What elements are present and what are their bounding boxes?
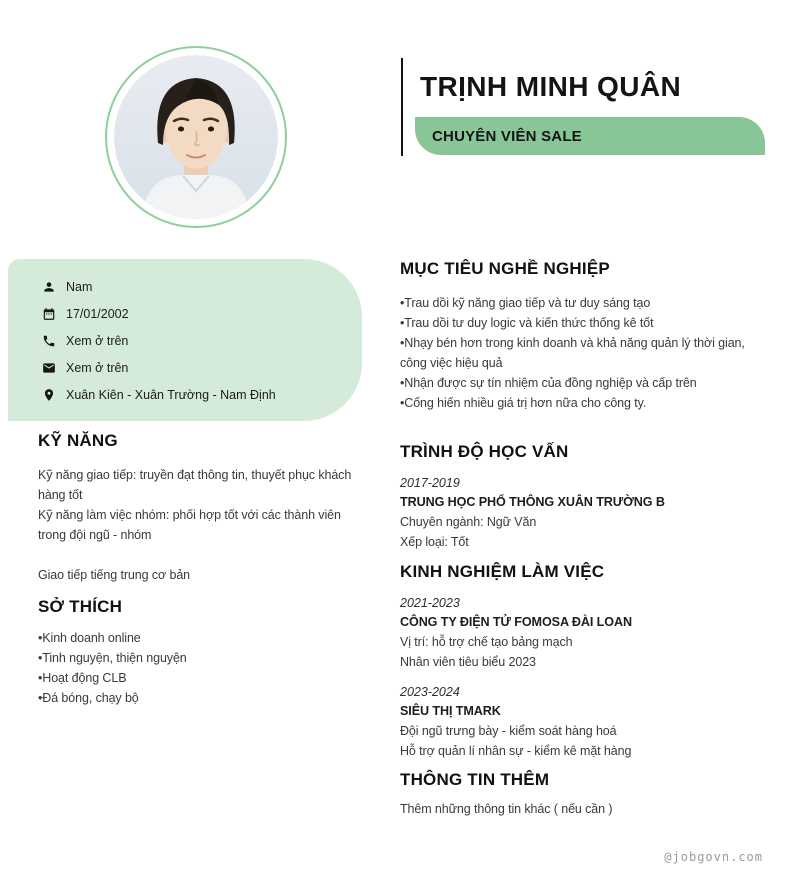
skills-line: Kỹ năng giao tiếp: truyền đạt thông tin, thuyết phục khách hàng tốt [38, 468, 352, 502]
experience-detail: Vị trí: hỗ trợ chế tạo bảng mạch [400, 635, 573, 649]
contact-row-gender [42, 273, 352, 300]
experience-detail: Nhân viên tiêu biểu 2023 [400, 655, 536, 669]
phone-icon [42, 334, 56, 348]
page-title: TRỊNH MINH QUÂN [420, 71, 682, 102]
skills-line [38, 545, 364, 565]
experience-period: 2021-2023 [400, 596, 460, 610]
person-icon [42, 280, 56, 294]
experience-company: CÔNG TY ĐIỆN TỬ FOMOSA ĐÀI LOAN [400, 615, 632, 629]
contact-row-phone [42, 327, 352, 354]
header-divider [401, 58, 403, 156]
contact-address: Xuân Kiên - Xuân Trường - Nam Định [66, 387, 276, 402]
hobbies-heading: SỞ THÍCH [38, 597, 123, 616]
experience-period: 2023-2024 [400, 685, 460, 699]
objective-heading: MỤC TIÊU NGHỀ NGHIỆP [400, 259, 610, 278]
avatar [105, 46, 287, 228]
education-detail: Chuyên ngành: Ngữ Văn [400, 515, 537, 529]
profile-photo-illustration [114, 55, 278, 219]
objective-item: •Nhận được sự tín nhiệm của đồng nghiệp và cấp trên [400, 376, 697, 390]
contact-panel [8, 259, 362, 421]
objective-item: •Cống hiến nhiều giá trị hơn nữa cho công ty. [400, 396, 647, 410]
contact-birthday: 17/01/2002 [66, 306, 129, 321]
contact-row-address [42, 381, 352, 408]
job-title-banner [415, 117, 765, 155]
education-detail: Xếp loại: Tốt [400, 535, 469, 549]
experience-heading: KINH NGHIỆM LÀM VIỆC [400, 562, 605, 581]
contact-phone: Xem ở trên [66, 333, 129, 348]
section-hobbies [38, 596, 364, 708]
objective-item: •Trau dồi tư duy logic và kiến thức thống kê tốt [400, 316, 654, 330]
contact-row-email [42, 354, 352, 381]
contact-row-birthday [42, 300, 352, 327]
objective-item: •Trau dồi kỹ năng giao tiếp và tư duy sáng tạo [400, 296, 651, 310]
skills-line: Kỹ năng làm việc nhóm: phối hợp tốt với các thành viên trong đội ngũ - nhóm [38, 508, 341, 542]
hobby-item: •Tinh nguyện, thiện nguyện [38, 651, 187, 665]
location-icon [42, 388, 56, 402]
education-school: TRUNG HỌC PHỔ THÔNG XUÂN TRƯỜNG B [400, 495, 665, 509]
hobby-item: •Hoạt động CLB [38, 671, 127, 685]
experience-entry [400, 682, 772, 761]
skills-line: Giao tiếp tiếng trung cơ bản [38, 568, 191, 582]
experience-detail: Hỗ trợ quản lí nhân sự - kiểm kê mặt hàng [400, 744, 632, 758]
hobby-item: •Đá bóng, chạy bộ [38, 691, 139, 705]
experience-detail: Đội ngũ trưng bày - kiểm soát hàng hoá [400, 724, 617, 738]
skills-heading: KỸ NĂNG [38, 431, 118, 450]
additional-text: Thêm những thông tin khác ( nếu cần ) [400, 802, 613, 816]
additional-heading: THÔNG TIN THÊM [400, 770, 550, 789]
objective-item: •Nhạy bén hơn trong kinh doanh và khả năng quản lý thời gian, công việc hiệu quả [400, 336, 745, 370]
education-heading: TRÌNH ĐỘ HỌC VẤN [400, 442, 569, 461]
experience-company: SIÊU THỊ TMARK [400, 704, 501, 718]
calendar-icon [42, 307, 56, 321]
watermark: @jobgovn.com [664, 850, 763, 864]
section-education [400, 441, 772, 562]
contact-email: Xem ở trên [66, 360, 129, 375]
section-skills [38, 430, 364, 585]
section-experience [400, 561, 772, 771]
contact-gender: Nam [66, 279, 93, 294]
experience-entry [400, 593, 772, 672]
section-objective [400, 258, 772, 413]
hobby-item: •Kinh doanh online [38, 631, 141, 645]
section-additional-info [400, 769, 772, 819]
mail-icon [42, 361, 56, 375]
education-period: 2017-2019 [400, 476, 460, 490]
job-title: CHUYÊN VIÊN SALE [432, 127, 582, 145]
education-entry [400, 473, 772, 552]
